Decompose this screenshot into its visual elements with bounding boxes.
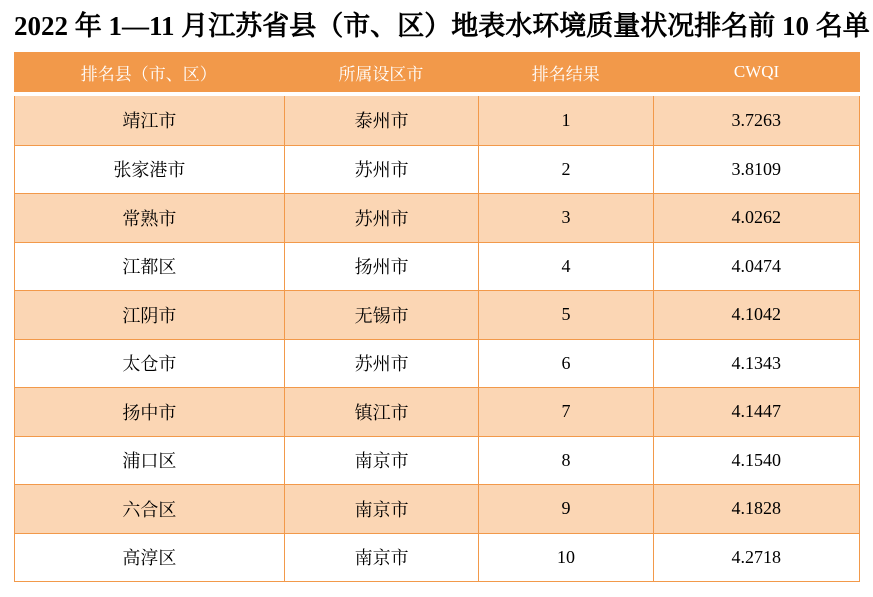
cell-cwqi: 4.0474 (653, 243, 859, 291)
table-row (15, 96, 859, 145)
table-row (15, 145, 859, 194)
cell-rank: 5 (478, 291, 652, 339)
column-header-rank: 排名结果 (531, 64, 600, 84)
table-header-row (14, 52, 860, 92)
cell-city: 南京市 (284, 485, 479, 533)
cell-city: 苏州市 (284, 194, 479, 242)
cell-county: 江阴市 (122, 305, 177, 326)
cell-city: 苏州市 (284, 340, 479, 388)
cell-county: 浦口区 (122, 451, 177, 472)
cell-rank: 8 (478, 437, 652, 485)
cell-cwqi: 4.0262 (653, 194, 859, 242)
cell-cwqi: 3.7263 (653, 96, 859, 145)
cell-rank: 3 (478, 194, 652, 242)
table-row (15, 290, 859, 339)
cell-cwqi: 3.8109 (653, 146, 859, 194)
cell-county: 靖江市 (122, 111, 177, 132)
table-row (15, 242, 859, 291)
cell-rank: 9 (478, 485, 652, 533)
cell-county: 常熟市 (122, 208, 177, 229)
cell-rank: 6 (478, 340, 652, 388)
column-header-cwqi: CWQI (733, 62, 780, 81)
ranking-table (14, 52, 860, 582)
table-row (15, 484, 859, 533)
cell-rank: 10 (478, 534, 652, 582)
cell-county: 六合区 (122, 499, 177, 520)
table-row (15, 436, 859, 485)
cell-cwqi: 4.1540 (653, 437, 859, 485)
cell-city: 无锡市 (284, 291, 479, 339)
cell-county: 张家港市 (113, 160, 186, 181)
cell-cwqi: 4.1447 (653, 388, 859, 436)
cell-cwqi: 4.2718 (653, 534, 859, 582)
cell-city: 泰州市 (284, 96, 479, 145)
column-header-city: 所属设区市 (338, 64, 424, 84)
cell-city: 镇江市 (284, 388, 479, 436)
cell-county: 高淳区 (122, 548, 177, 569)
cell-county: 江都区 (122, 257, 177, 278)
cell-cwqi: 4.1042 (653, 291, 859, 339)
table-row (15, 339, 859, 388)
cell-city: 苏州市 (284, 146, 479, 194)
table-row (15, 193, 859, 242)
column-header-county: 排名县（市、区） (80, 64, 217, 84)
cell-city: 南京市 (284, 534, 479, 582)
cell-city: 南京市 (284, 437, 479, 485)
table-body (14, 96, 860, 582)
table-row (15, 387, 859, 436)
cell-rank: 1 (478, 96, 652, 145)
cell-county: 太仓市 (122, 354, 177, 375)
cell-rank: 7 (478, 388, 652, 436)
cell-city: 扬州市 (284, 243, 479, 291)
cell-cwqi: 4.1343 (653, 340, 859, 388)
cell-cwqi: 4.1828 (653, 485, 859, 533)
page-title: 2022 年 1—11 月江苏省县（市、区）地表水环境质量状况排名前 10 名单 (14, 11, 870, 41)
table-row (15, 533, 859, 582)
cell-rank: 2 (478, 146, 652, 194)
cell-county: 扬中市 (122, 402, 177, 423)
cell-rank: 4 (478, 243, 652, 291)
